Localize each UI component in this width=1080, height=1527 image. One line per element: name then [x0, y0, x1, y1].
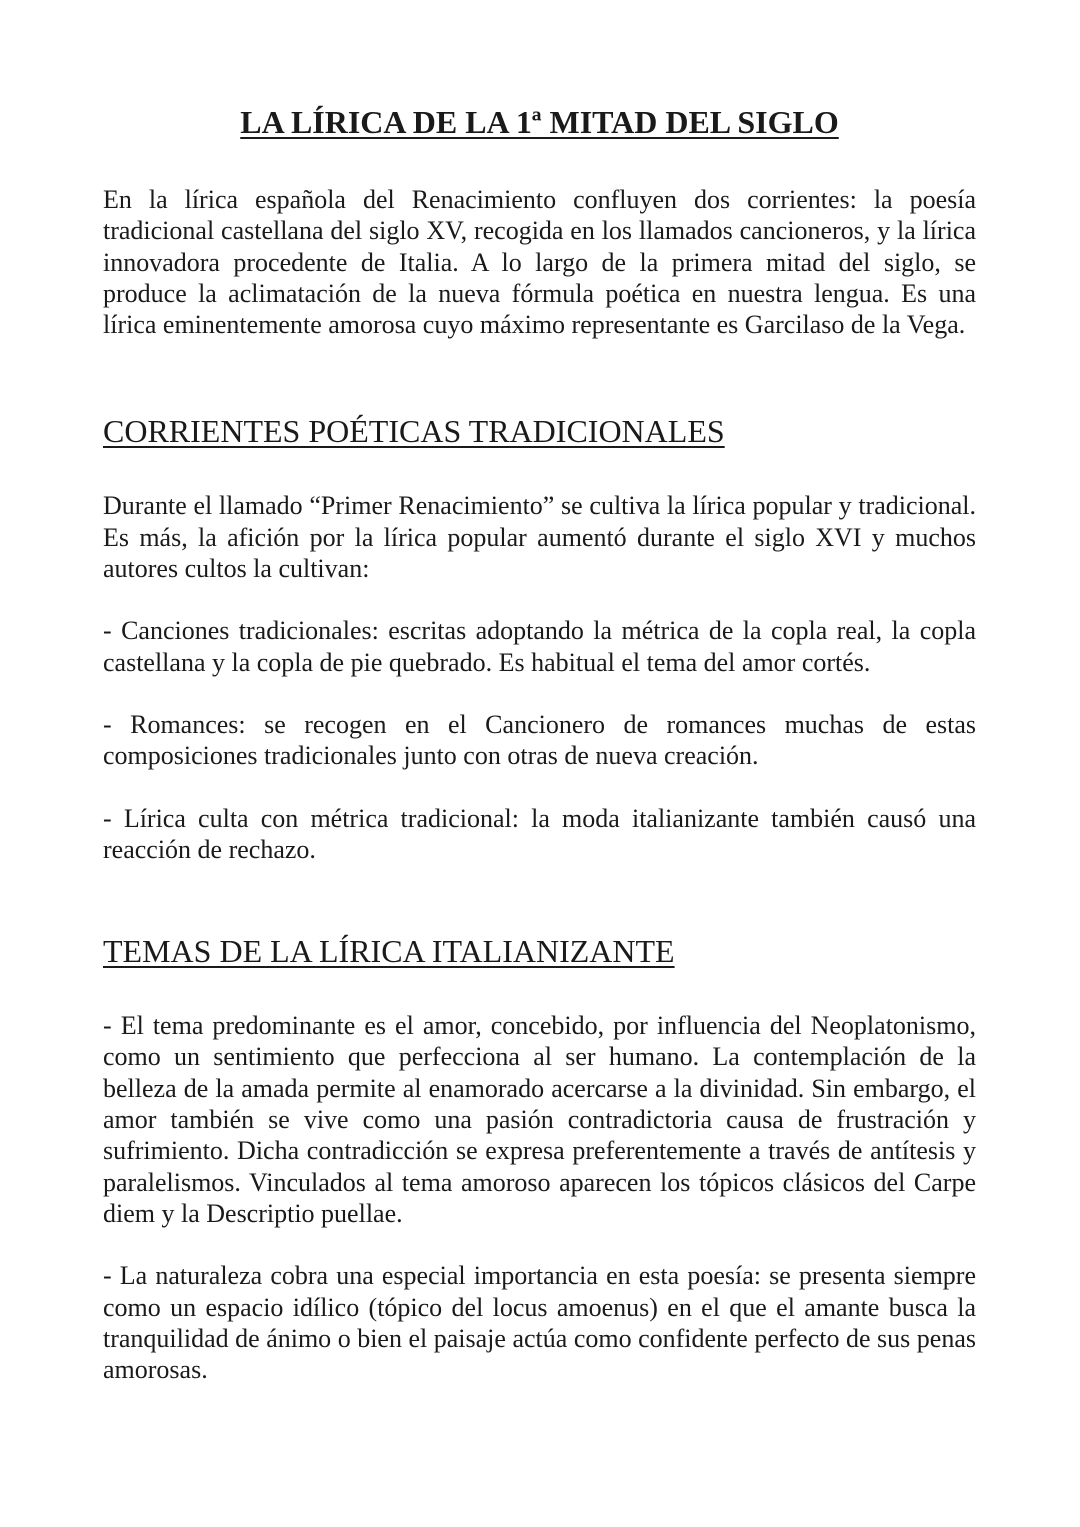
document-page	[103, 100, 976, 1385]
list-item-amor: - El tema predominante es el amor, concebido, por influencia del Neoplatonismo, como un sentimiento que perfecciona al ser humano. La contemplación de la belleza de la amada permite al enamorado acercarse a la divinidad. Sin embargo, el amor también se vive como una pasión contradictoria causa de frustración y sufrimiento. Dicha contradicción se expresa preferentemente a través de antítesis y paralelismos. Vinculados al tema amoroso aparecen los tópicos clásicos del Carpe diem y la Descriptio puellae.	[103, 1011, 976, 1228]
list-item-canciones: - Canciones tradicionales: escritas adoptando la métrica de la copla real, la copla castellana y la copla de pie quebrado. Es habitual el tema del amor cortés.	[103, 616, 976, 677]
intro-paragraph: En la lírica española del Renacimiento confluyen dos corrientes: la poesía tradicional castellana del siglo XV, recogida en los llamados cancioneros, y la lírica innovadora procedente de Italia. A lo largo de la primera mitad del siglo, se produce la aclimatación de la nueva fórmula poética en nuestra lengua. Es una lírica eminentemente amorosa cuyo máximo representante es Garcilaso de la Vega.	[103, 185, 976, 340]
section-paragraph: Durante el llamado “Primer Renacimiento” se cultiva la lírica popular y tradicional. Es más, la afición por la lírica popular aumentó durante el siglo XVI y muchos autores cultos la cultivan:	[103, 491, 976, 584]
section-heading-temas: TEMAS DE LA LÍRICA ITALIANIZANTE	[103, 933, 675, 970]
list-item-romances: - Romances: se recogen en el Cancionero de romances muchas de estas composiciones tradicionales junto con otras de nueva creación.	[103, 709, 976, 771]
page-title: LA LÍRICA DE LA 1ª MITAD DEL SIGLO	[240, 104, 839, 140]
list-item-naturaleza: - La naturaleza cobra una especial importancia en esta poesía: se presenta siempre como un espacio idílico (tópico del locus amoenus) en el que el amante busca la tranquilidad de ánimo o bien el paisaje actúa como confidente perfecto de sus penas amorosas.	[103, 1261, 976, 1385]
list-item-lirica-culta: - Lírica culta con métrica tradicional: la moda italianizante también causó una reacción de rechazo.	[103, 803, 976, 864]
section-heading-corrientes: CORRIENTES POÉTICAS TRADICIONALES	[103, 413, 725, 450]
